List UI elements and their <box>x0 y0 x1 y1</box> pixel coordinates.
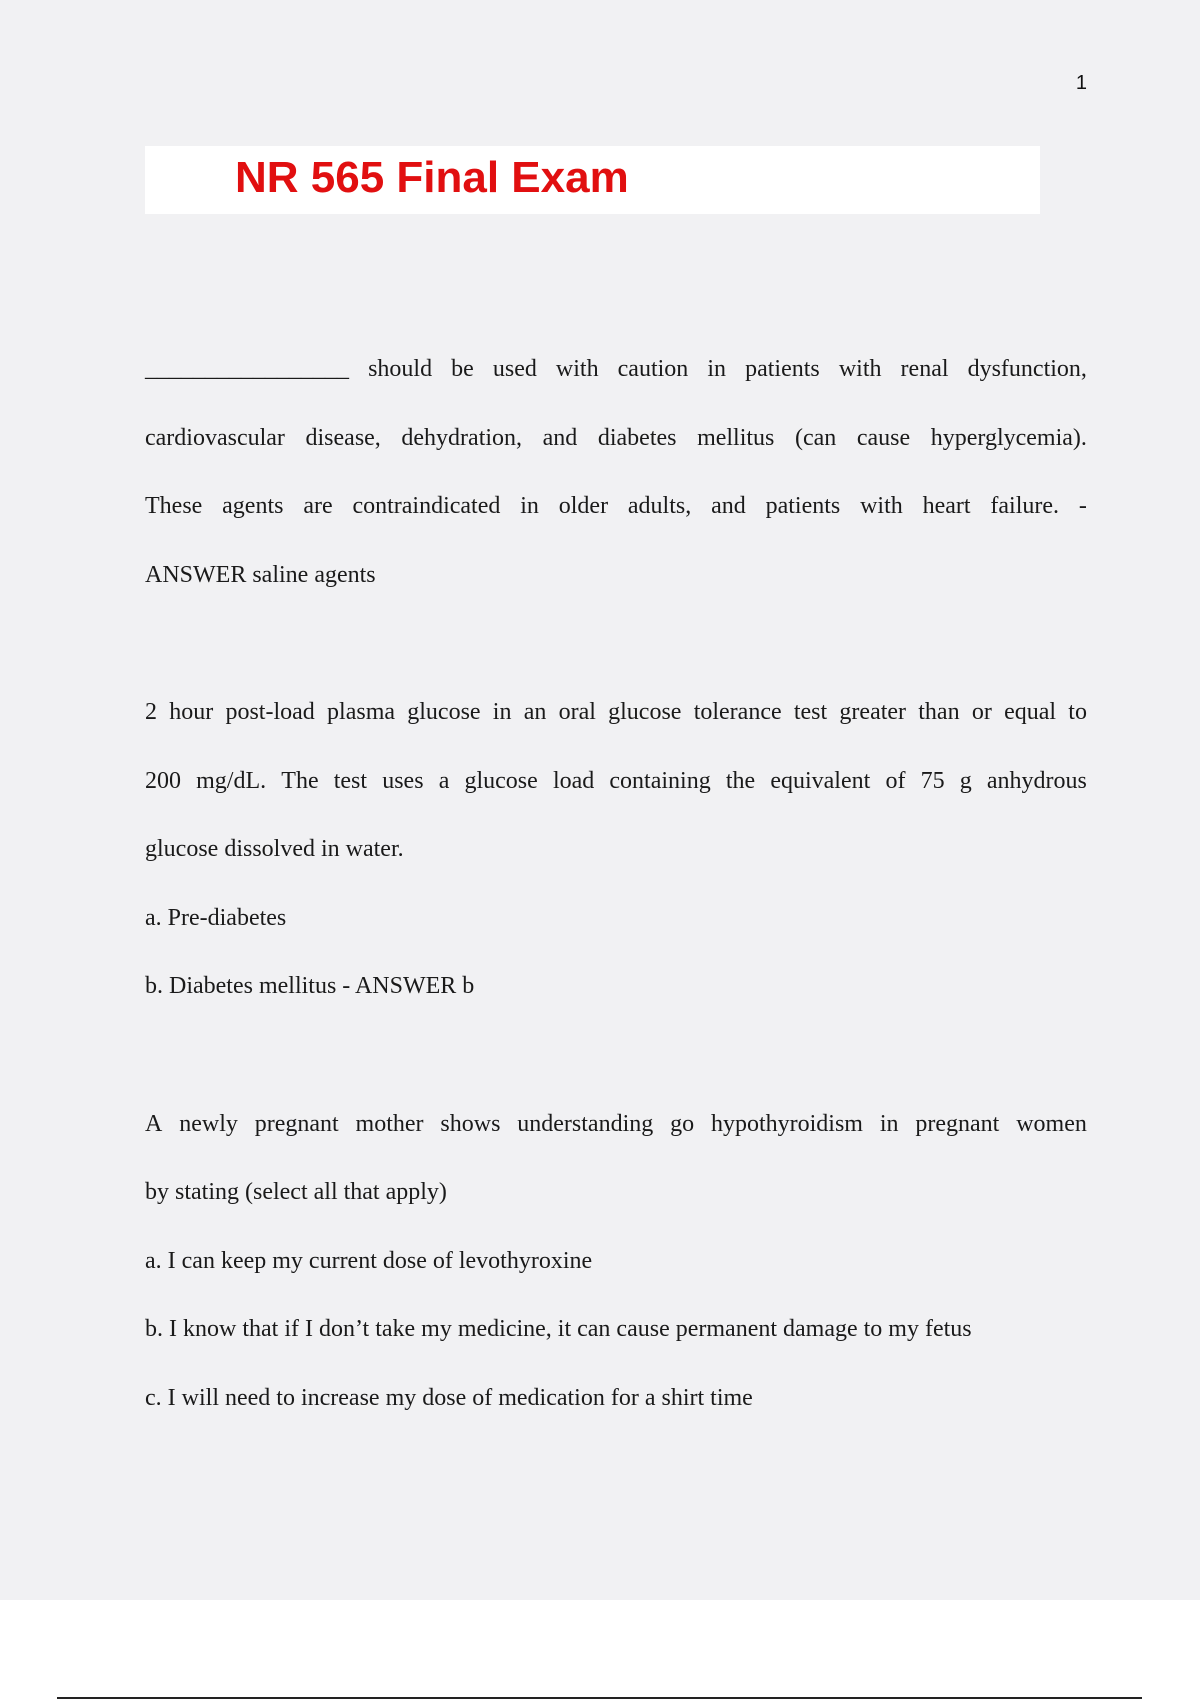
word: post-load <box>225 699 315 725</box>
word: heart <box>922 493 971 519</box>
word: to <box>1068 699 1087 725</box>
justified-text-line <box>145 747 1087 816</box>
question-spacer <box>145 1021 1087 1090</box>
word: used <box>492 356 537 382</box>
word: 2 <box>145 699 157 725</box>
word: test <box>793 699 828 725</box>
word: hyperglycemia). <box>930 424 1087 451</box>
text-line: a. I can keep my current dose of levothyroxine <box>145 1247 593 1274</box>
word: renal <box>900 356 949 382</box>
word: plasma <box>327 699 396 725</box>
word: glucose <box>464 767 538 794</box>
word: patients <box>745 356 820 382</box>
word: glucose <box>407 699 481 725</box>
word: caution <box>617 356 689 382</box>
title-banner <box>145 146 1040 214</box>
word: containing <box>609 767 711 794</box>
word: mellitus <box>697 424 775 451</box>
word: test <box>333 767 368 794</box>
word: in <box>520 493 539 519</box>
word: mg/dL. <box>196 767 267 794</box>
word: failure. <box>990 493 1060 519</box>
text-line: b. Diabetes mellitus - ANSWER b <box>145 973 475 999</box>
word: cardiovascular <box>145 424 285 451</box>
word: than <box>918 699 960 725</box>
word: disease, <box>305 424 381 451</box>
word: glucose <box>608 699 682 725</box>
word: The <box>281 767 319 794</box>
word: be <box>451 356 474 382</box>
word: hypothyroidism <box>710 1110 863 1137</box>
word: contraindicated <box>352 493 501 519</box>
word: of <box>885 767 906 794</box>
justified-text-line <box>145 472 1087 541</box>
text-line: by stating (select all that apply) <box>145 1179 447 1205</box>
question-block <box>145 1090 1087 1433</box>
question-block <box>145 335 1087 609</box>
text-line: b. I know that if I don’t take my medicine, it can cause permanent damage to my fetus <box>145 1316 972 1342</box>
word: an <box>523 699 547 725</box>
word: dehydration, <box>401 424 523 451</box>
word: equivalent <box>770 767 871 794</box>
word: should <box>368 356 433 382</box>
word: with <box>555 356 599 382</box>
word: g <box>959 767 972 794</box>
justified-text-line <box>145 335 1087 404</box>
word: in <box>707 356 727 382</box>
document-body <box>145 335 1087 1432</box>
word: in <box>492 699 512 725</box>
word: in <box>879 1110 899 1137</box>
justified-text-line <box>145 404 1087 473</box>
footer-rule <box>57 1697 1142 1699</box>
word: _________________ <box>145 356 349 382</box>
question-spacer <box>145 609 1087 678</box>
word: pregnant <box>254 1110 339 1137</box>
word: newly <box>179 1110 238 1137</box>
word: are <box>303 493 333 519</box>
word: 200 <box>145 767 181 794</box>
document-title: NR 565 Final Exam <box>235 153 629 202</box>
word: with <box>838 356 882 382</box>
word: equal <box>1004 699 1057 725</box>
word: greater <box>839 699 907 725</box>
word: diabetes <box>597 424 677 451</box>
word: pregnant <box>915 1110 1000 1137</box>
word: and <box>542 424 578 451</box>
word: load <box>552 767 595 794</box>
word: mother <box>355 1110 424 1137</box>
page-number: 1 <box>1075 72 1087 94</box>
word: a <box>438 767 450 794</box>
word: cause <box>856 424 911 451</box>
word: understanding <box>517 1110 654 1137</box>
justified-text-line <box>145 678 1087 747</box>
question-block <box>145 678 1087 1021</box>
word: shows <box>440 1110 501 1137</box>
text-line: glucose dissolved in water. <box>145 836 404 862</box>
word: go <box>670 1110 695 1137</box>
word: and <box>711 493 746 519</box>
word: hour <box>169 699 214 725</box>
word: the <box>725 767 756 794</box>
word: (can <box>794 424 837 451</box>
justified-text-line <box>145 1090 1087 1159</box>
word: anhydrous <box>986 767 1087 794</box>
word: dysfunction, <box>967 356 1087 382</box>
word: tolerance <box>693 699 782 725</box>
text-line: a. Pre-diabetes <box>145 904 287 931</box>
word: - <box>1078 493 1087 519</box>
word: adults, <box>627 493 692 519</box>
word: women <box>1016 1110 1087 1137</box>
text-line: c. I will need to increase my dose of medication for a shirt time <box>145 1384 753 1411</box>
text-line: ANSWER saline agents <box>145 561 376 588</box>
word: uses <box>382 767 424 794</box>
word: older <box>558 493 609 519</box>
word: with <box>860 493 903 519</box>
word: A <box>145 1110 163 1137</box>
word: agents <box>222 493 284 519</box>
word: These <box>145 493 203 519</box>
word: patients <box>765 493 841 519</box>
word: or <box>971 699 992 725</box>
word: 75 <box>920 767 945 794</box>
word: oral <box>558 699 596 725</box>
